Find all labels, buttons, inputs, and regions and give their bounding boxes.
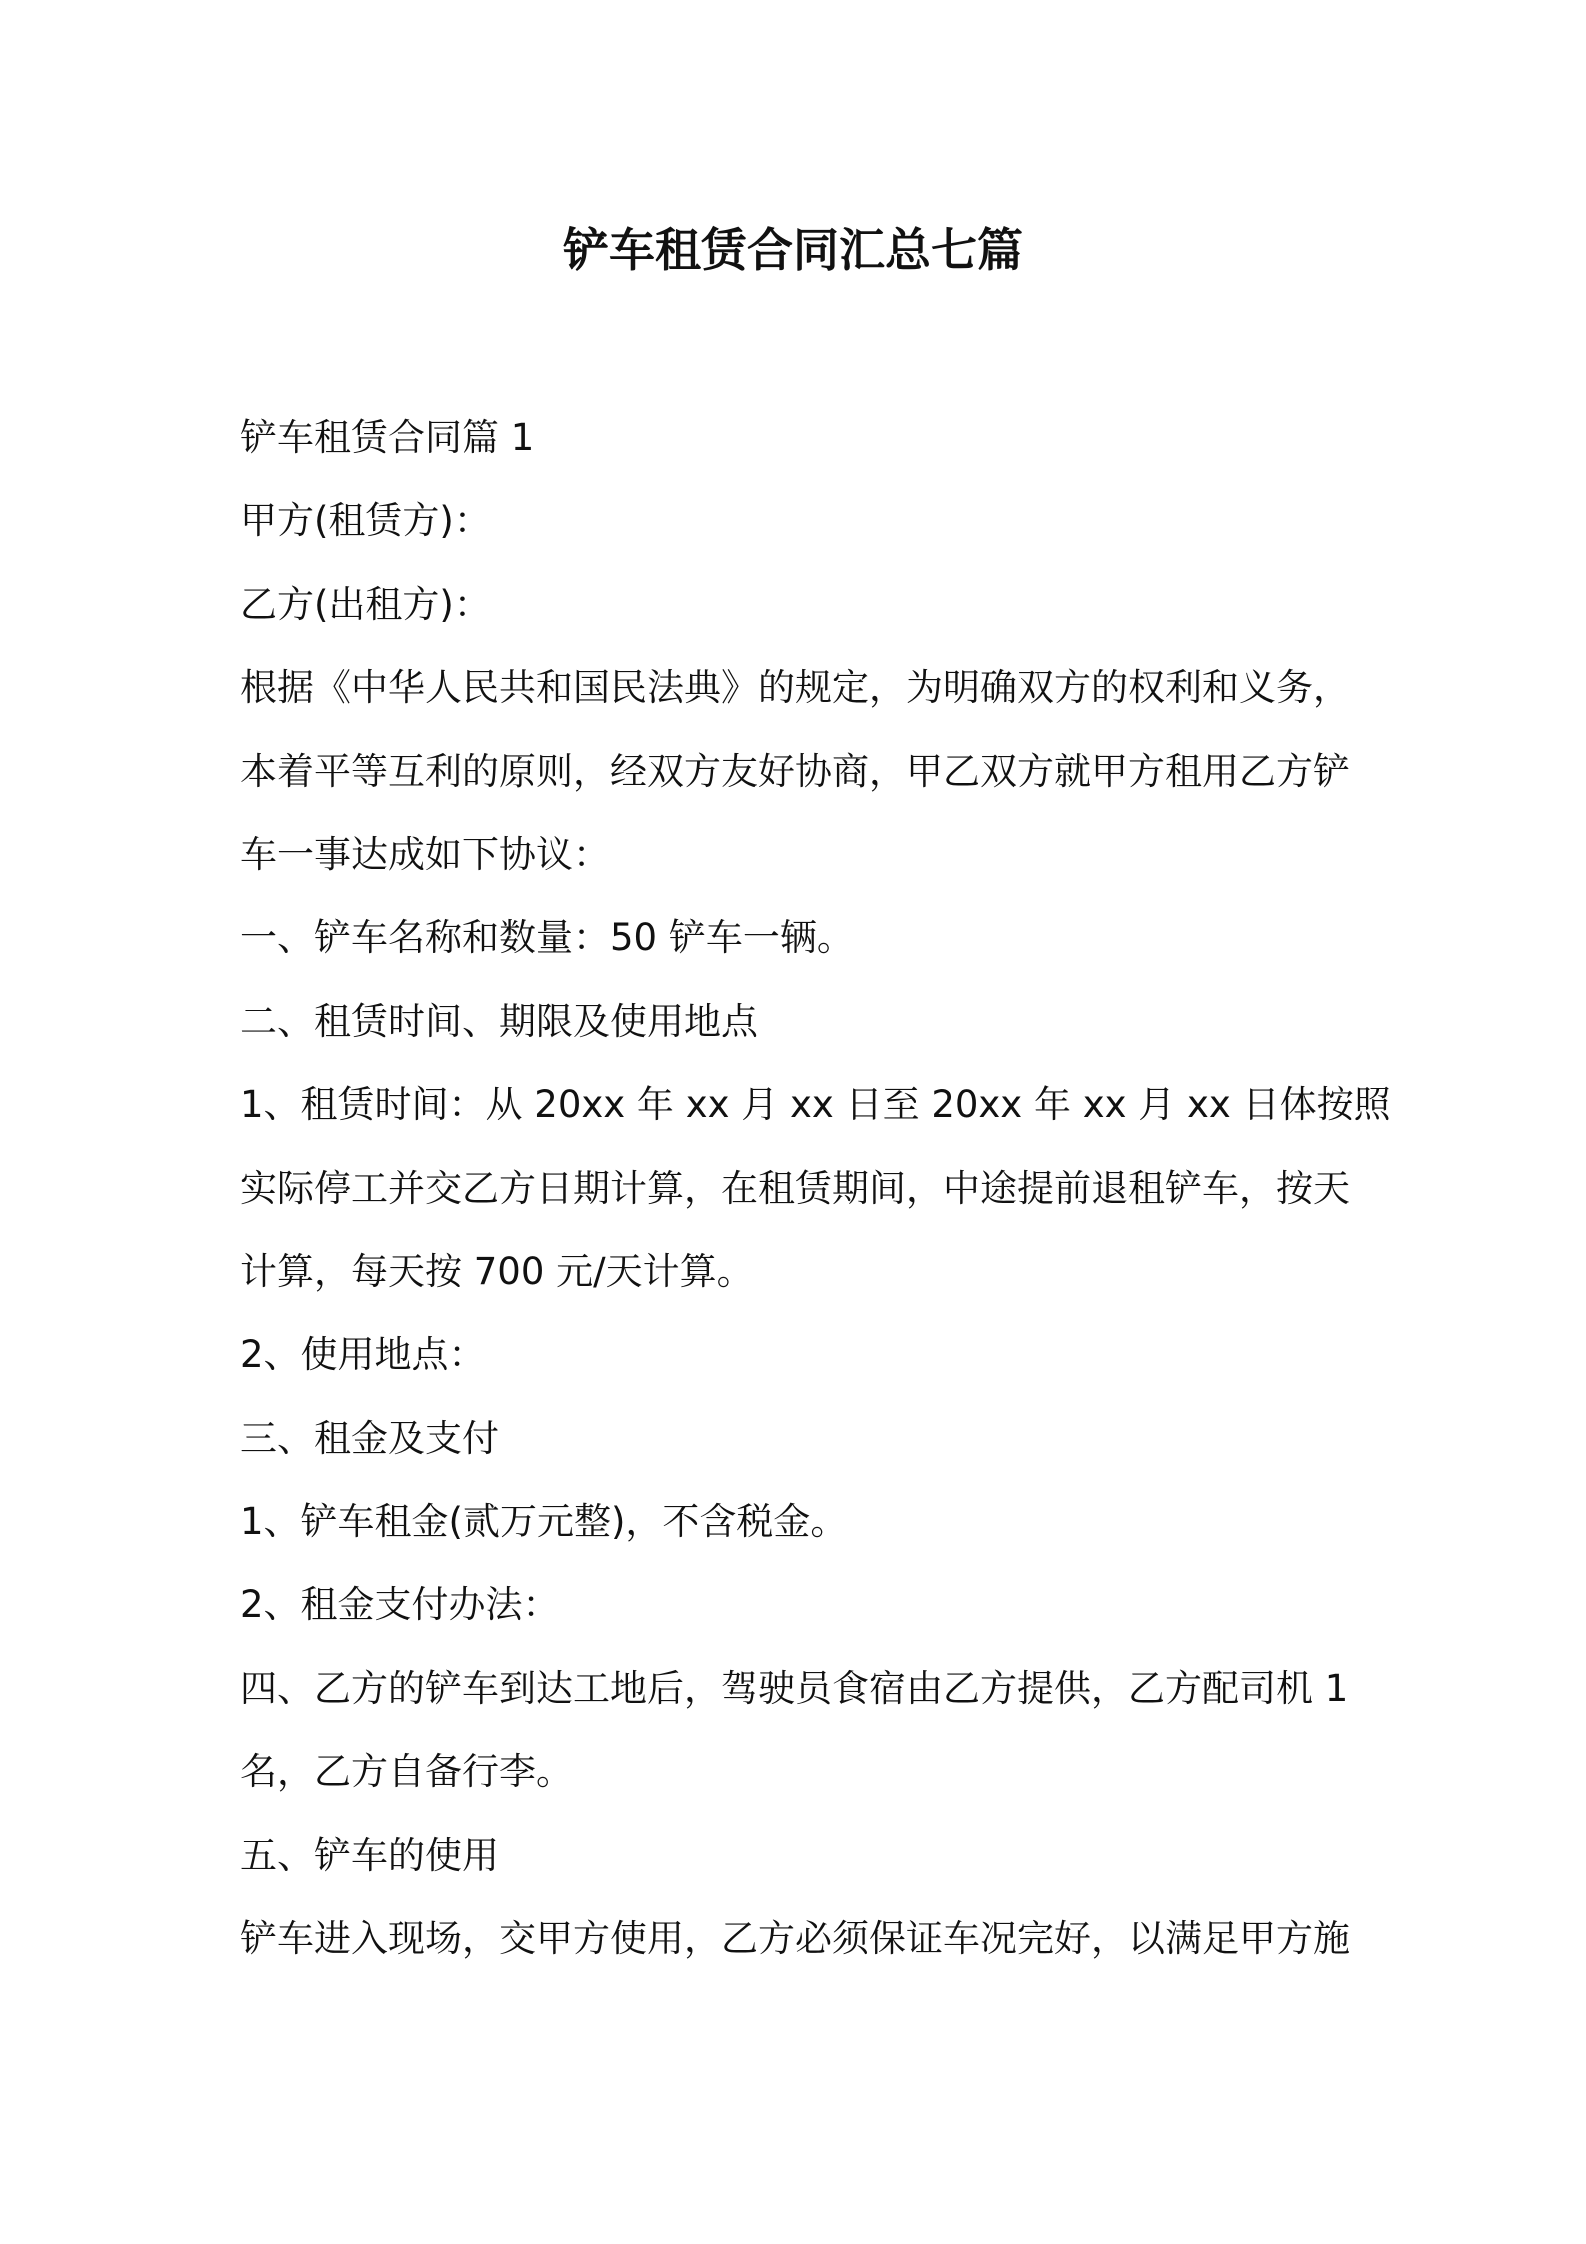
party-a-line: 甲方(租赁方)： [240,499,491,543]
paragraph-line: 2、租金支付办法： [240,1583,560,1627]
paragraph-line: 根据《中华人民共和国民法典》的规定，为明确双方的权利和义务， [240,666,1350,710]
party-b-line: 乙方(出租方)： [240,582,491,626]
document-body [240,396,1391,1980]
paragraph-line: 实际停工并交乙方日期计算，在租赁期间，中途提前退租铲车，按天 [240,1166,1350,1210]
clause-heading: 五、铲车的使用 [240,1833,499,1877]
paragraph-line: 1、租赁时间：从 20xx 年 xx 月 xx 日至 20xx 年 xx 月 xx 日体按照 [240,1083,1391,1127]
paragraph-line: 铲车进入现场，交甲方使用，乙方必须保证车况完好，以满足甲方施 [240,1917,1350,1961]
clause-heading: 一、铲车名称和数量：50 铲车一辆。 [240,916,854,960]
document-title: 铲车租赁合同汇总七篇 [563,223,1023,277]
clause-heading: 二、租赁时间、期限及使用地点 [240,999,758,1043]
paragraph-line: 本着平等互利的原则，经双方友好协商，甲乙双方就甲方租用乙方铲 [240,749,1350,793]
clause-heading: 三、租金及支付 [240,1416,499,1460]
section-heading: 铲车租赁合同篇 1 [240,416,535,459]
paragraph-line: 1、铲车租金(贰万元整)，不含税金。 [240,1500,848,1544]
paragraph-line: 名，乙方自备行李。 [240,1750,573,1794]
paragraph-line: 计算，每天按 700 元/天计算。 [240,1249,754,1293]
paragraph-line: 2、使用地点： [240,1333,486,1377]
clause-heading: 四、乙方的铲车到达工地后，驾驶员食宿由乙方提供，乙方配司机 1 [240,1666,1349,1710]
paragraph-line: 车一事达成如下协议： [240,832,610,876]
